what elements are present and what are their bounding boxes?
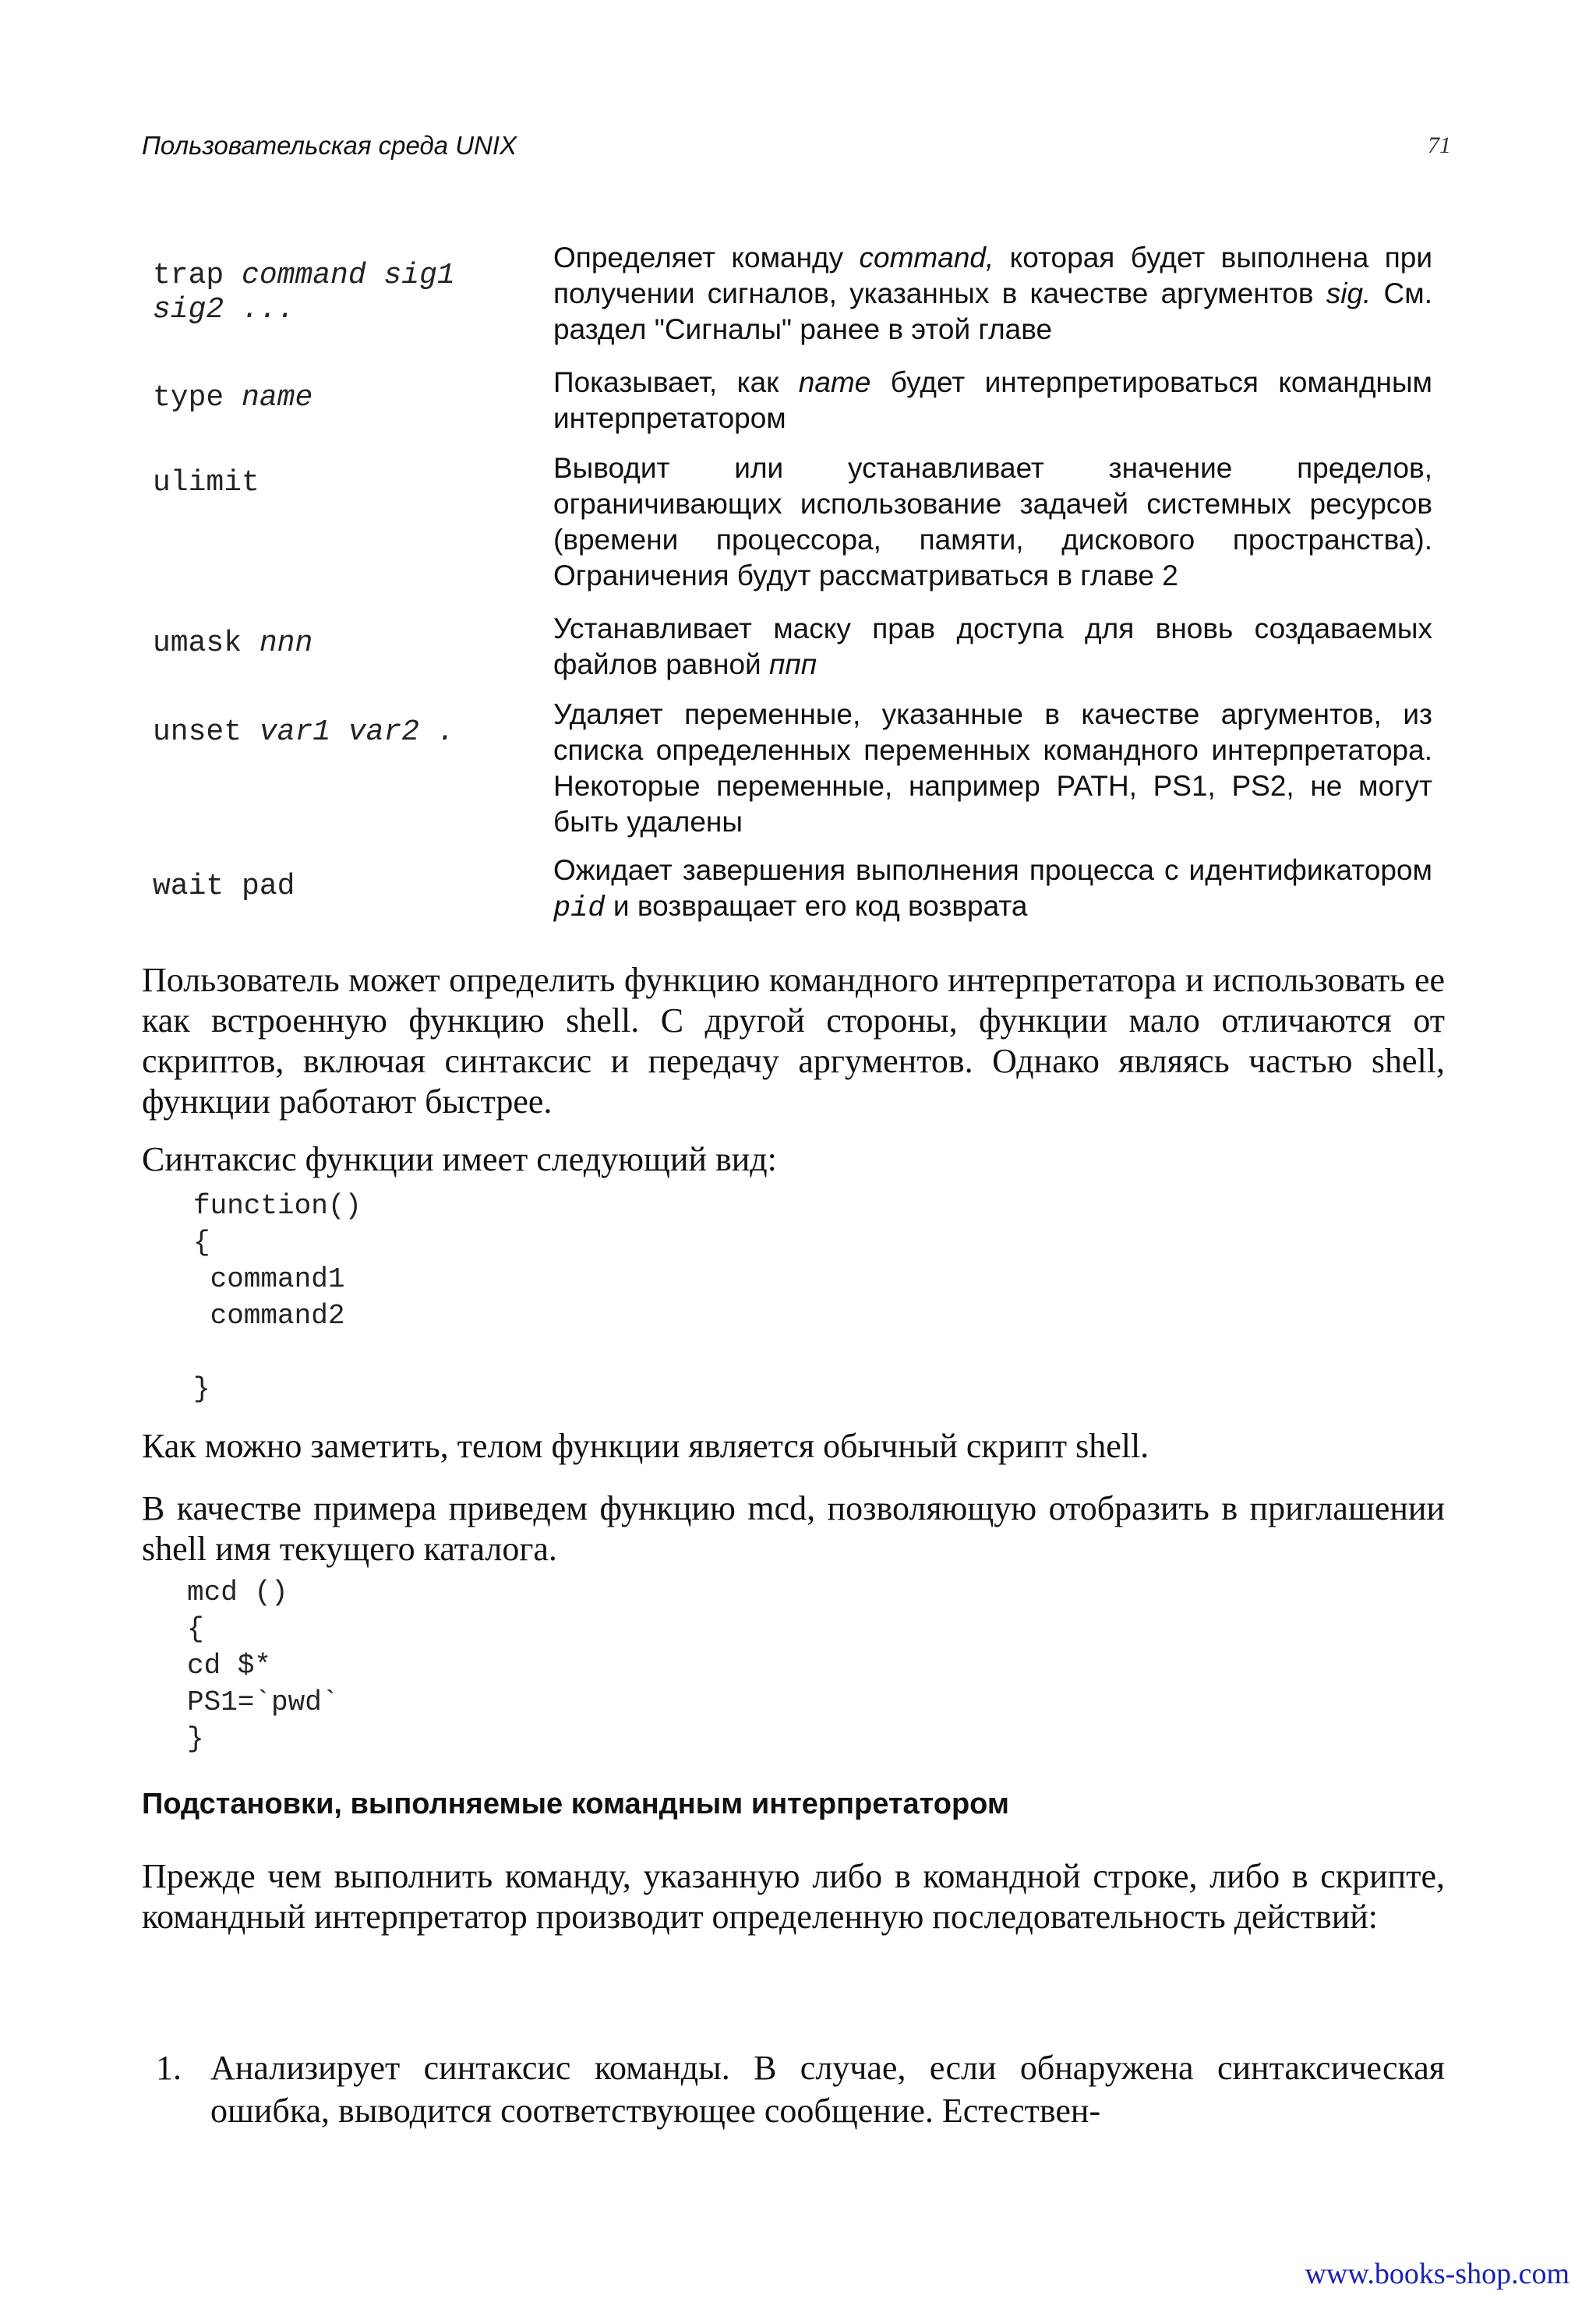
code-function-syntax: function() { command1 command2 } xyxy=(193,1190,362,1405)
command-args: var1 var2 . xyxy=(259,715,455,749)
list-text: Анализирует синтаксис команды. В случае, если обнаружена синтаксическая ошибка, выводится соответствующее сообщение. Естествен- xyxy=(210,2049,1445,2130)
command-args: nnn xyxy=(259,627,313,660)
command-description xyxy=(553,450,1432,594)
paragraph-functions-intro: Пользователь может определить функцию командного интерпретатора и использовать ее как встроенную функцию shell. С другой стороны, функции мало отличаются от скриптов, включая синтаксис и передачу аргументов. Однако являясь частью shell, функции работают быстрее. xyxy=(142,961,1445,1121)
command-description xyxy=(553,853,1432,927)
command-name xyxy=(153,627,312,661)
list-number: 1. xyxy=(156,2049,182,2087)
desc-text: которая будет выполнена при получении сигналов, указанных в качестве аргументов xyxy=(553,242,1432,309)
desc-emphasis: ппп xyxy=(768,648,817,680)
command-name xyxy=(153,381,312,415)
desc-text: и возвращает его код возврата xyxy=(605,890,1028,922)
command-keyword: trap xyxy=(153,259,224,292)
command-keyword: wait pad xyxy=(153,870,295,903)
desc-text: Ожидает завершения выполнения процесса с идентификатором xyxy=(553,854,1432,886)
command-description xyxy=(553,240,1432,348)
desc-text: Определяет команду xyxy=(553,242,860,274)
footer-website-link[interactable]: www.books-shop.com xyxy=(1305,2258,1570,2290)
desc-emphasis: name xyxy=(798,366,871,398)
command-name xyxy=(153,715,455,750)
desc-text: Удаляет переменные, указанные в качестве аргументов, из списка определенных переменных командного интерпретатора. Некоторые переменные, например PATH, PS1, PS2, не могут быть удалены xyxy=(553,698,1432,838)
paragraph-substitutions-intro: Прежде чем выполнить команду, указанную либо в командной строке, либо в скрипте, командный интерпретатор производит определенную последовательность действий: xyxy=(142,1857,1445,1936)
desc-emphasis: command, xyxy=(859,242,994,274)
desc-emphasis: pid xyxy=(553,892,606,925)
command-name xyxy=(153,259,455,327)
command-keyword: ulimit xyxy=(153,466,260,500)
desc-text: будет интерпретироваться командным интерпретатором xyxy=(553,366,1432,434)
paragraph-function-body: Как можно заметить, телом функции является обычный скрипт shell. xyxy=(142,1427,1149,1465)
paragraph-syntax-intro: Синтаксис функции имеет следующий вид: xyxy=(142,1140,777,1178)
section-heading: Подстановки, выполняемые командным интерпретатором xyxy=(142,1788,1010,1820)
command-args: command sig1 sig2 ... xyxy=(153,259,455,327)
desc-text: Показывает, как xyxy=(553,366,799,398)
code-mcd-example: mcd () { cd $* PS1=`pwd` } xyxy=(187,1576,339,1755)
desc-text: Выводит или устанавливает значение пределов, ограничивающих использование задачей системных ресурсов (времени процессора, памяти, дискового пространства). Ограничения будут рассматриваться в главе 2 xyxy=(553,452,1432,591)
command-name xyxy=(153,870,295,904)
command-name xyxy=(153,466,260,500)
command-args: name xyxy=(242,381,313,415)
page-header xyxy=(142,131,1451,170)
desc-emphasis: sig. xyxy=(1326,277,1372,309)
command-keyword: unset xyxy=(153,715,242,749)
desc-text: См. раздел "Сигналы" ранее в этой главе xyxy=(553,277,1432,345)
command-keyword: umask xyxy=(153,627,242,660)
command-description xyxy=(553,365,1432,436)
paragraph-mcd-intro: В качестве примера приведем функцию mcd, позволяющую отобразить в приглашении shell имя текущего каталога. xyxy=(142,1489,1445,1568)
page-number: 71 xyxy=(1428,132,1451,158)
desc-text: Устанавливает маску прав доступа для вновь создаваемых файлов равной xyxy=(553,613,1432,680)
command-description xyxy=(553,611,1432,683)
command-keyword: type xyxy=(153,381,224,415)
command-description xyxy=(553,697,1432,840)
running-title: Пользовательская среда UNIX xyxy=(142,131,517,160)
